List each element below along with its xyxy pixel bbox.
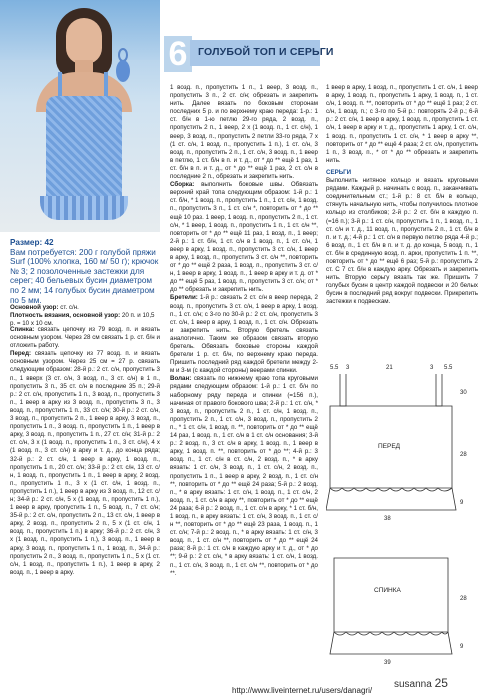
basics-block: [10, 304, 160, 328]
main-pattern-value: ст. с/н.: [60, 304, 79, 311]
model-photo: [0, 0, 160, 232]
photo-earring-drop: [116, 60, 130, 82]
front-dim-2: 28: [460, 452, 467, 458]
schematic-diagram: [326, 360, 476, 670]
materials-text: Вам потребуется: 200 г голубой пряжи Surf (100% хлопка, 160 м/ 50 г); крючок № 3; 2 позолоченные застежки для серег; 40 бельевых бусин диаметром по 2 мм; 14 голубых бусин диаметром по 5 мм.: [10, 247, 159, 305]
photo-blue-top: [46, 96, 122, 206]
page-footer: [394, 676, 448, 690]
size-line: Размер: 42: [10, 238, 54, 247]
front-text: связать цепочку из 77 возд. п. и вязать основным узором. Через 25 см = 27 р. связать следующим образом: 28-й р.: 2 ст. с/н, пропустить 3 п., 1 вверх (3 ст. с/н, 3 возд. п., 3 ст. с/н) в 1 п., пропустить 3 п., 35 ст. с/н в последние 35 п.; 29-й р.: 2 ст. с/н, пропустить 1 п., 3 возд. п., пропустить 3 п., 1 веер в арку из 3 возд. п., пропустить 3 п., 3 возд. п., пропустить 1 п., 33 ст. с/н; 30-й р.: 2 ст. с/н, 3 возд. п., пропустить 2 п., 1 веер в арку, 3 возд. п., пропустить 1 п., 3 возд. п., пропустить 1 п., 1 веер в арку, 3 возд. п., пропустить 1 п., 27 ст. с/н; 31-й р.: 2 ст. с/н, 3 х (1 возд. п., пропустить 1 п., 3 ст. с/н), 4 х (1 возд. п., 3 ст. с/н) в арку и т. д., до конца ряда; 32-й р.: 2 ст. с/н, 1 веер в арку, 1 возд. п., пропустить 1 п., 20 ст. с/н; 33-й р.: 2 ст. с/н, 13 ст. с/н, 1 возд. п., пропустить 1 п., 1 веер в арку, 2 возд. п., пропустить 1 п., 3 х (1 ст. с/н, 1 возд. п., пропустить 1 п.), 1 веер в арку из 3 возд. п., 12 ст. с/н; 34-й р.: 2 ст. с/н, 5 х (1 возд. п., пропустить 1 п.), 1 веер в арку, пропустить 1 п., 5 возд. п., 7 ст. с/н; 35-й р.: 2 ст. с/н, пропустить 2 п., 13 ст. с/н, 1 веер в арку, 2 возд. п., пропустить 2 п., 5 х (1 ст. с/н, 1 возд. п., пропустить 1 п.) в арку; 36-й р.: 2 ст. с/н, 3 х (1 возд. п., пропустить 1 п.), 3 возд. п., 1 веер в арку, 3 возд. п., пропустить 1 п., 1 возд. п., 34-й р.: пропустить 2 п., 3 возд. п., пропустить 1 п., 5 х (1 ст. с/н, 1 возд. п., пропустить 1 п.), 1 веер в арку, 2 возд. п., 1 веер в арку.: [10, 350, 160, 576]
back-label: СПИНКА: [374, 587, 401, 594]
back-label: Спинка:: [10, 326, 35, 333]
main-pattern-label: Основной узор:: [10, 304, 59, 311]
density-label: Плотность вязания, основной узор:: [10, 312, 121, 320]
back-dim-2: 9: [460, 644, 464, 650]
earrings-text: Выполнить нитяное кольцо и вязать круговыми рядами. Каждый р. начинать с возд. п., заканчивать соединительным ст.; 1-й р.: 8 ст. б/н в кольцо, стянуть начальную нить, чтобы получилось плотное кольцо из столбиков; 2-й р.: 2 ст. б/н в каждую п. (=16 п.); 3-й р.: 1 ст. с/н, пропустить 1 п., 1 возд. п., 1 ст. с/н и т. д., 11 возд. п., пропустить 2 п., 1 ст. б/н в п. и т. д.; 4-й р.: 1 ст. с/н в первую петлю ряда 4-й р.; 6 возд. п., 1 ст. б/н в п. и т. д. до конца, 5 возд. п., 1 ст. б/н в срединную возд. п. арки, пропустить 1 п. **, повторить от * до ** ещё 6 раз; 5-й р.: пропустить 2 ст. С 7 ст. б/н в каждую арку. Обрезать и закрепить нить. Вторую серьгу вязать так же. Пришить 7 голубых бусин в центр каждой подвески и 20 белых бусин в последний ряд вокруг подвески. Прикрепить застежки к подвескам.: [326, 177, 478, 306]
front-piece-outline: [326, 374, 456, 510]
brand-name: susanna: [394, 679, 432, 690]
right-paragraph-1: 1 веер в арку, 1 возд. п., пропустить 1 ст. с/н, 1 веер в арку, 1 возд. п., пропустить 1 арку, 1 возд. п., 1 ст. с/н, 1 возд. п. **, повторить от * до ** ещё 1 раз; 2 ст. с/н, 1 возд. п.; с 3-го по 5-й р.: повторять 2-й р.; 6-й р.: 2 ст. с/н, 1 веер в арку, 1 возд. п., пропустить 1 ст. с/н, 1 веер в арку и т. д., пропустить 1 арку, 1 ст. с/н, 1 возд. п., пропустить 1 ст. с/н, * 1 веер в арку **, повторить от * до ** ещё 4 раза; 2 ст. с/н, пропустить 1 п., 3 возд. п., * от * до ** обрезать и закрепить нить.: [326, 84, 478, 164]
flounce-label: Волан:: [170, 375, 192, 383]
front-label: ПЕРЕД: [378, 443, 401, 450]
earrings-heading: СЕРЬГИ: [326, 168, 352, 176]
back-bottom-dim: 39: [384, 660, 391, 666]
pattern-number: 6: [164, 36, 192, 72]
dim-top-1: 5.5: [330, 365, 339, 371]
middle-column: [170, 84, 318, 690]
dim-top-4: 3: [430, 365, 434, 371]
back-text: связать цепочку из 79 возд. п. и вязать основным узором. Через 28 см связать 1 р. ст. б/н и отложить работу.: [10, 326, 160, 350]
flounce-text: связать по нижнему краю топа круговыми рядами следующим образом: 1-й р.: 1 ст. б/н по наборному ряду переда и спинки (=156 п.), начиная от правого бокового шва; 2-й р.: 1 ст. с/н, * 3 возд. п., пропустить 2 п., 1 ст. с/н, 1 возд. п., пропустить 2 п., 1 ст. с/н, 3 возд. п., пропустить 2 п., * 1 ст. с/н, 1 возд. п. **, повторить от * до ** ещё 14 раз, 1 возд. п., 1 ст. с/н в 1 ст. с/н основания; 3-й р.: 2 возд. п., 3 ст. с/н в арку, 1 возд. п., 1 веер в арку, 1 возд. п. **, повторить от * до **; 4-й р.: 3 возд. п., 1 ст. с/н в ст. с/н, 2 возд. п., * в арку вязать: 1 ст. с/н, 3 возд. п., 1 ст. с/н, 2 возд. п., пропустить 1 п., 1 веер в арку, 2 возд. п., 1 ст. с/н **, повторить от * до ** ещё 24 раза; 5-й р.: 2 возд. п., * в арку вязать: 1 ст. с/н, 1 возд. п., 1 ст. с/н, 2 возд. п., 1 ст. с/н в арку **, повторить от * до ** ещё 24 раза; 6-й р.: 2 возд. п., 1 ст. с/н в арку, * 1 ст. б/н, 1 возд. п., в арку вязать: 1 ст. с/н, 3 возд. п., 1 ст. с/н **, повторить от * до ** ещё 23 раза, 1 возд. п., 1 ст. с/н; 7-й р.: 2 возд. п., * в арку вязать: 1 ст. с/н, 3 возд. п., 1 ст. с/н **, повторить от * до ** ещё 24 раза; 8-й р.: 1 ст. с/н в каждую арку и т. д., от * до **; 9-й р.: 2 ст. с/н, * в арку вязать: 1 ст. с/н, 1 возд. п., 1 ст. с/н, 3 возд. п., 1 ст. с/н **, повторить от * до **.: [170, 375, 318, 577]
front-bottom-dim: 38: [384, 516, 391, 522]
straps-text: 1-й р.: связать 2 ст. с/н в веер переда, 2 возд. п., пропустить 3 ст. с/н, 1 веер в арку, 1 возд. п., 1 ст. с/н; с 3-го по 30-й р.: 2 ст. с/н, пропустить 3 ст. с/н, 1 веер в арку, 1 возд. п., 1 ст. с/н. Обрезать и закрепить нить. Вторую бретель связать аналогично. Таким же образом связать вторую бретель. Обвязать боковые стороны каждой бретели 1 р. ст. б/н, по верхнему краю переда. Пришить последний ряд каждой бретели между 2-м и 3-м (с каждой стороны) веерами спинки.: [170, 294, 318, 375]
photo-face: [66, 18, 102, 64]
dim-top-3: 21: [386, 365, 393, 371]
front-dim-1: 30: [460, 390, 467, 396]
mid-paragraph-1: 1 возд. п., пропустить 1 п., 1 веер, 3 возд. п., пропустить 3 п., 2 ст. с/н; обрезать и закрепить нить. Далее вязать по боковым сторонам последних 5 р. и по верхнему краю переда: 1-р.: 1 ст. б/н в 1-ю петлю 29-го ряда, 2 возд. п., пропустить 2 п., 1 веер, 2 х (1 возд. п., 1 ст. с/н), 1 веер, 3 возд. п., пропустить 2 петли 33-го ряда, 7 х (1 ст. с/н, 1 возд. п., пропустить 1 п.), 1 ст. с/н, 3 возд. п., пропустить 2 п., 1 ст. с/н, 3 возд. п., 1 веер в петлю, 1 ст. б/н в п. и т. д., от * до ** ещё 1 раз, 1 ст. б/н в п. и т. д., от * до ** ещё 1 раз, 2 ст. с/н в последние 2 п., обрезать и закрепить нить.: [170, 84, 318, 181]
front-dim-3: 9: [460, 500, 464, 506]
back-piece-outline: [330, 558, 452, 654]
page-number: 25: [434, 676, 448, 690]
left-column: [10, 326, 160, 680]
dim-top-5: 5.5: [444, 365, 453, 371]
dim-top-2: 3: [346, 365, 350, 371]
assembly-text: выполнить боковые швы. Обвязать верхний край топа следующим образом: 1-й р.: 1 ст. б/н, * 1 возд. п., пропустить 1 п., 1 ст. с/н, 1 возд. п., пропустить 3 п., 1 ст. с/н *, повторить от * до ** ещё 10 раз. 1 веер, 1 возд. п., пропустить 2 п., 1 ст. с/н, * 1 веер, 1 возд. п., пропустить 1 п., 1 ст. с/н **, повторить от * до ** ещё 11 раз, 1 возд. п., 1 веер; 2-й р.: 1 ст. б/н, 1 ст. с/н в 1 возд. п., 1 ст. с/н, 1 веер в арку, 1 возд. п., пропустить 3 ст. с/н, 1 веер в арку, 1 возд. п., пропустить 3 ст. с/н **, повторить от * до ** ещё 2 раза, 1 возд. п., пропустить 3 ст. с/н, 1 веер в арку, 1 возд. п., 1 веер в арку и т. д. от * до ** ещё 5 раз, 1 возд. п., пропустить 3 ст. с/н; от * до ** обрезать и закрепить нить.: [170, 181, 318, 294]
source-url: http://www.liveinternet.ru/users/danagri/: [232, 686, 373, 695]
density-value: 20 п. и 10,5 р. = 10 х 10 см.: [10, 312, 155, 328]
page-title: ГОЛУБОЙ ТОП И СЕРЬГИ: [198, 46, 334, 58]
right-column: [326, 84, 478, 346]
materials-block: [10, 238, 160, 305]
assembly-label: Сборка:: [170, 181, 195, 189]
front-label: Перед:: [10, 350, 32, 358]
photo-top-hem: [40, 196, 128, 220]
back-dim-1: 28: [460, 596, 467, 602]
straps-label: Бретели:: [170, 294, 198, 302]
